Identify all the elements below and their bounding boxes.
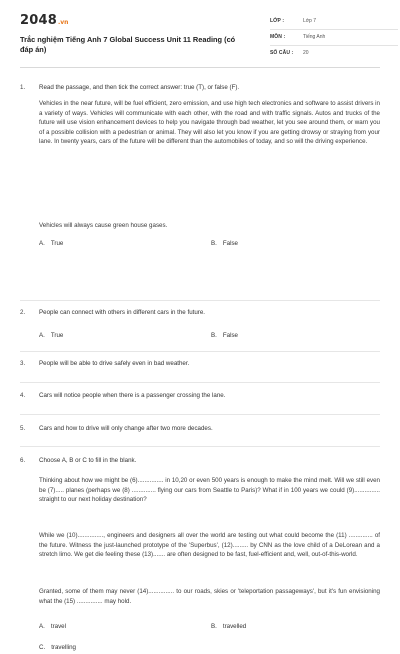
option-a[interactable]: A. True bbox=[39, 332, 64, 339]
meta-row-count bbox=[270, 46, 398, 62]
reading-passage: Vehicles in the near future, will be fuel efficient, zero emission, and use high tech electronics and software to assist drivers in a variety of ways. Vehicles will communicate with each other, with the road and with traffic signals. Autos and trucks of the future will use vision enhancement devices to help you navigate through bad weather, let you see around them, or warn you of a possible collision with a pedestrian or animal. They will also let you know if you are getting drowsy or straying from your lane. In twenty years, cars of the future will be different than the automobiles of today, and so will the driving experience. bbox=[39, 100, 380, 146]
answer-options bbox=[39, 644, 380, 654]
question-prompt: People can connect with others in different cars in the future. bbox=[39, 309, 206, 316]
logo-number: 2048 bbox=[20, 13, 57, 28]
question-prompt: Read the passage, and then tick the correct answer: true (T), or false (F). bbox=[39, 84, 240, 91]
meta-label-count: SỐ CÂU : bbox=[270, 50, 294, 57]
answer-options bbox=[39, 332, 380, 342]
question-number: 4. bbox=[20, 392, 26, 399]
site-logo[interactable] bbox=[20, 12, 68, 31]
meta-value-count: 20 bbox=[303, 50, 309, 57]
answer-options bbox=[39, 240, 380, 250]
question-number: 1. bbox=[20, 84, 26, 91]
meta-label-class: LỚP : bbox=[270, 17, 285, 24]
question-number: 3. bbox=[20, 360, 26, 367]
option-a[interactable]: A. True bbox=[39, 240, 64, 247]
meta-label-subject: MÔN : bbox=[270, 33, 286, 40]
divider bbox=[20, 414, 380, 415]
meta-value-class: Lớp 7 bbox=[303, 17, 317, 24]
option-c[interactable]: C. travelling bbox=[39, 644, 76, 651]
divider bbox=[20, 351, 380, 352]
meta-table bbox=[270, 14, 398, 62]
cloze-paragraph-3: Granted, some of them may never (14)............... to our roads, skies or 'teleportation passageways', but it's fun envisioning what the (15) ............... may hold. bbox=[39, 588, 380, 605]
answer-options bbox=[39, 623, 380, 633]
divider bbox=[20, 446, 380, 447]
option-b[interactable]: B. travelled bbox=[211, 623, 247, 630]
meta-row-subject bbox=[270, 30, 398, 46]
logo-tld: .vn bbox=[57, 19, 69, 26]
cloze-paragraph-1: Thinking about how we might be (6)............... in 10,20 or even 500 years is enough to make the mind melt. Will we still even be (7)..... planes (perhaps we (8) .............. flying our cars from Seattle to Paris)? What if in 100 years we could (9)............... straight to our next holiday destination? bbox=[39, 477, 380, 504]
question-number: 5. bbox=[20, 425, 26, 432]
question-prompt: People will be able to drive safely even in bad weather. bbox=[39, 360, 190, 367]
meta-value-subject: Tiếng Anh bbox=[303, 33, 326, 40]
question-number: 2. bbox=[20, 309, 26, 316]
divider bbox=[20, 382, 380, 383]
option-a[interactable]: A. travel bbox=[39, 623, 66, 630]
document-header bbox=[20, 0, 380, 68]
document-title: Trắc nghiệm Tiếng Anh 7 Global Success Unit 11 Reading (có đáp án) bbox=[20, 35, 236, 54]
divider bbox=[20, 300, 380, 301]
question-statement: Vehicles will always cause green house gases. bbox=[39, 222, 168, 229]
option-b[interactable]: B. False bbox=[211, 332, 238, 339]
cloze-paragraph-2: While we (10)..............., engineers and designers all over the world are testing out what could become the (11) .............. of the future. Witness the just-launched prototype of the 'Superbus', (12)......... by CNN as the love child of a DeLorean and a stretch limo. We get die feeling these (13)....... are often designed to be fast, fuel-efficient and, well, out-of-this-world. bbox=[39, 532, 380, 559]
option-b[interactable]: B. False bbox=[211, 240, 238, 247]
question-prompt: Cars will notice people when there is a passenger crossing the lane. bbox=[39, 392, 226, 399]
question-prompt: Choose A, B or C to fill in the blank. bbox=[39, 457, 137, 464]
question-prompt: Cars and how to drive will only change after two more decades. bbox=[39, 425, 213, 432]
meta-row-class bbox=[270, 14, 398, 30]
question-number: 6. bbox=[20, 457, 26, 464]
